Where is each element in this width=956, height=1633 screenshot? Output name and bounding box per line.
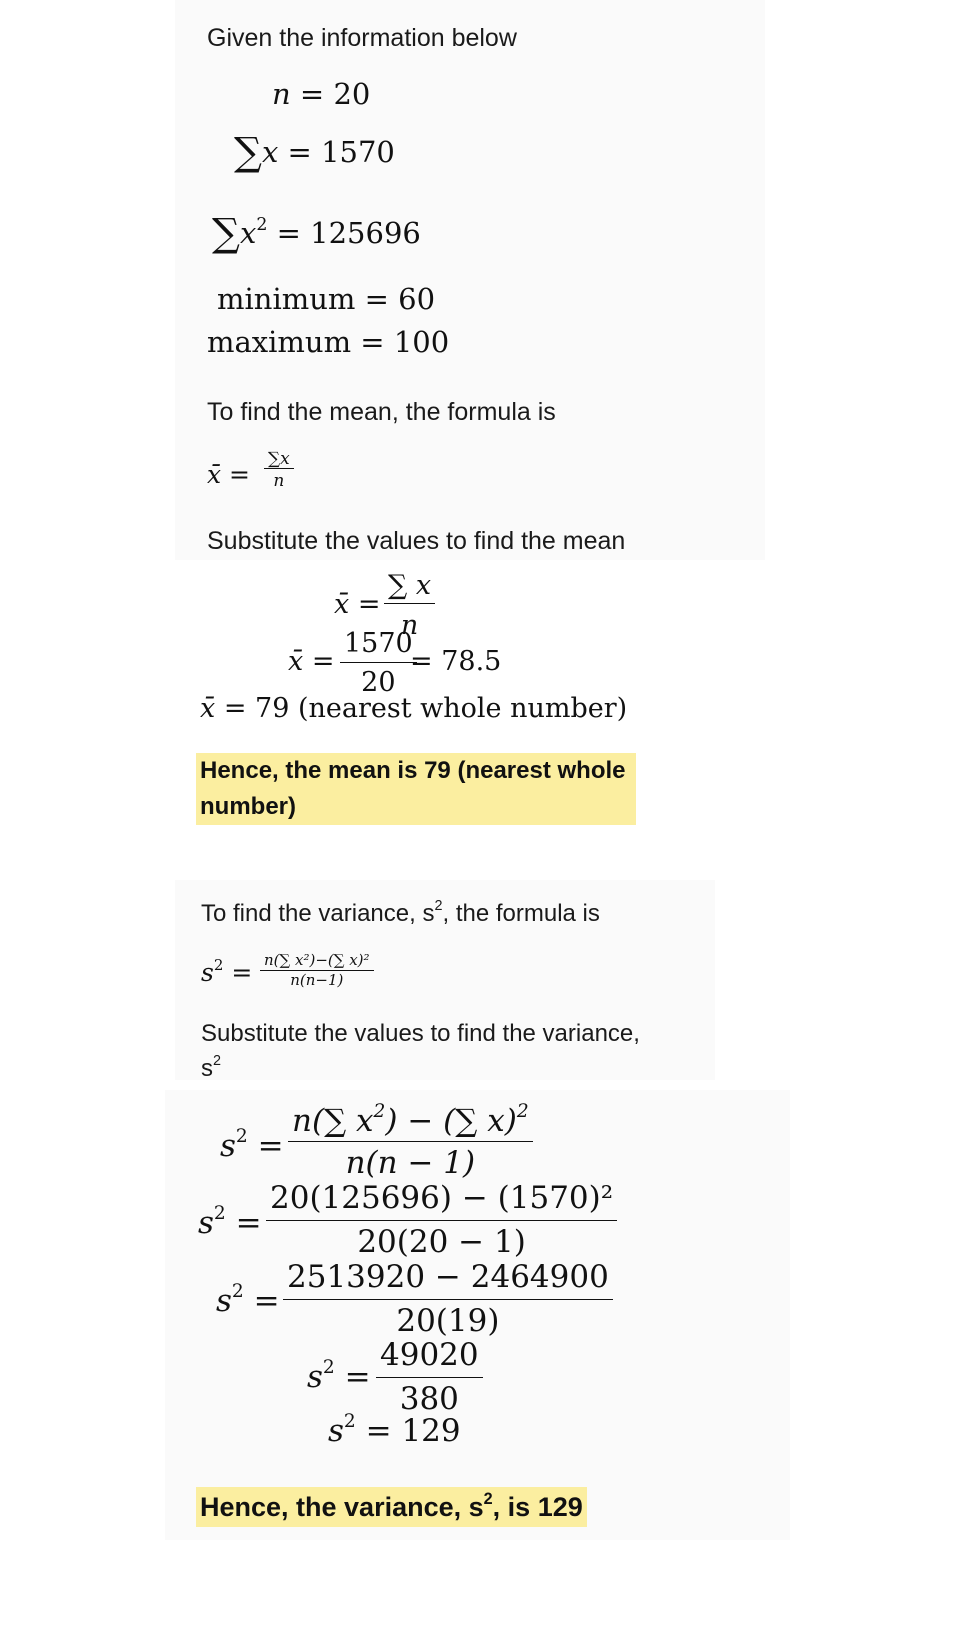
variance-step3-fraction [283, 1259, 613, 1339]
variance-step3-lhs: $s^2$ = [216, 1281, 280, 1319]
mean-denominator: 20 [361, 667, 396, 698]
mean-substitute-heading: Substitute the values to find the mean [207, 527, 626, 555]
mean-formula-lhs: x̄ = [207, 460, 251, 489]
variance-result: $s^2 = 129$ [328, 1411, 461, 1449]
minimum-value: 60 [398, 282, 436, 316]
sum-x2-value: 125696 [310, 215, 421, 250]
sum-x2-equation: $\sum x^2 = 125696$ [212, 211, 421, 256]
mean-conclusion: Hence, the mean is 79 (nearest whole number) [196, 753, 636, 825]
sigma-icon: ∑ [234, 130, 262, 175]
n-value: 20 [333, 77, 371, 111]
variance-step4-lhs: $s^2$ = [307, 1357, 371, 1395]
mean-formula-heading: To find the mean, the formula is [207, 398, 556, 426]
x-symbol: x [261, 134, 279, 169]
variance-substitute-s: $s^2$ [201, 1053, 222, 1082]
n-symbol: n [272, 77, 291, 111]
n-equation: n = 20 [272, 77, 371, 111]
variance-step4-numerator: 49020 [380, 1337, 479, 1373]
mean-formula-fraction: ∑x n [264, 451, 294, 490]
mean-step2-fraction [340, 630, 417, 696]
variance-step2-denominator: 20(20 − 1) [357, 1224, 526, 1260]
mean-rounded-value: 79 [255, 693, 290, 724]
x-symbol: x [239, 215, 257, 250]
variance-step3-denominator: 20(19) [396, 1303, 500, 1339]
variance-formula-heading: To find the variance, $s^2$, the formula is [201, 898, 600, 927]
mean-step2-lhs: x̄ = [288, 646, 335, 677]
variance-conclusion: Hence, the variance, $s^2$, is 129 [196, 1487, 587, 1527]
variance-substitute-heading: Substitute the values to find the variance, [201, 1020, 640, 1047]
sigma-icon: ∑ [212, 211, 240, 256]
variance-step4-denominator: 380 [399, 1381, 459, 1417]
mean-rounded: x̄ = 79 (nearest whole number) [200, 693, 628, 724]
minimum-equation: minimum = 60 [217, 282, 436, 316]
variance-step2-fraction [266, 1180, 617, 1260]
maximum-equation: maximum = 100 [207, 325, 450, 359]
variance-step1-lhs: $s^2$ = [220, 1126, 284, 1164]
variance-step3-numerator: 2513920 − 2464900 [287, 1259, 609, 1295]
sum-x-equation: ∑x = 1570 [234, 130, 395, 175]
given-heading: Given the information below [207, 24, 517, 52]
variance-formula-lhs: $s^2$ = [201, 955, 253, 987]
variance-step2-lhs: $s^2$ = [198, 1203, 262, 1241]
variance-step1-fraction: n(∑ $x^2$) − (∑ x)$^2$ n(n − 1) [288, 1106, 533, 1179]
variance-result-value: 129 [401, 1413, 461, 1449]
maximum-value: 100 [393, 325, 450, 359]
mean-step2-result: = 78.5 [410, 646, 502, 677]
sum-x-value: 1570 [321, 134, 395, 169]
variance-step4-fraction [376, 1337, 483, 1417]
mean-numerator: 1570 [344, 628, 413, 659]
mean-step1-fraction: ∑ x n [384, 572, 435, 639]
mean-step1-lhs: x̄ = [334, 589, 381, 620]
variance-step2-numerator: 20(125696) − (1570)² [270, 1180, 614, 1216]
variance-formula-fraction: n(∑ x²)−(∑ x)² n(n−1) [260, 953, 374, 988]
